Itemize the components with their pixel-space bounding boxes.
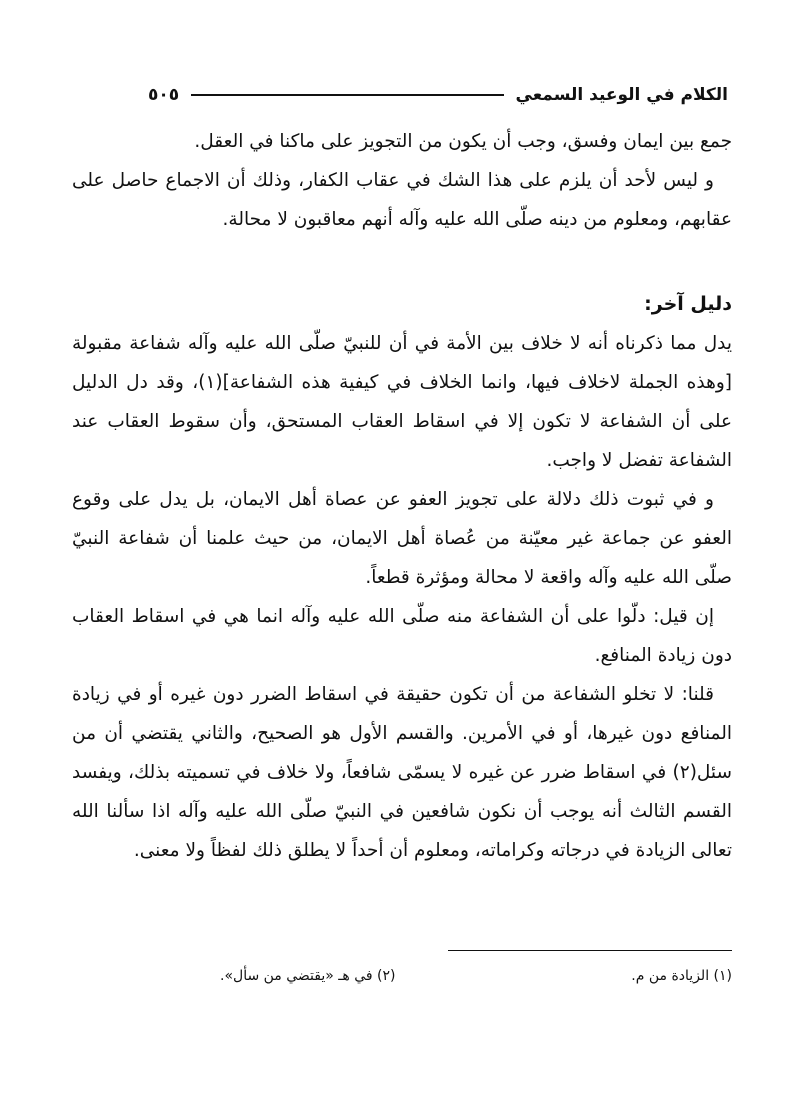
footnotes xyxy=(220,968,732,984)
running-head-title: الكلام في الوعيد السمعي xyxy=(515,85,728,105)
footnote-1: (١) الزيادة من م. xyxy=(631,968,732,984)
paragraph-4: و في ثبوت ذلك دلالة على تجويز العفو عن عصاة أهل الايمان، بل يدل على وقوع العفو عن جماعة غير معيّنة من عُصاة أهل الايمان، من حيث علمنا أن شفاعة النبيّ صلّى الله عليه وآله واقعة لا محالة ومؤثرة قطعاً. xyxy=(72,489,732,588)
footnote-2: (٢) في هـ «يقتضي من سأل». xyxy=(220,968,396,984)
page-number: ٥٠٥ xyxy=(148,85,180,105)
running-head xyxy=(148,80,728,110)
paragraph-1: جمع بين ايمان وفسق، وجب أن يكون من التجويز على ماكنا في العقل. xyxy=(194,131,732,152)
body-text xyxy=(72,122,732,870)
footnote-separator xyxy=(448,950,732,951)
paragraph-3: يدل مما ذكرناه أنه لا خلاف بين الأمة في أن للنبيّ صلّى الله عليه وآله شفاعة مقبولة [وهذه الجملة لاخلاف فيها، وانما الخلاف في كيفية هذه الشفاعة](١)، وقد دل الدليل على أن الشفاعة لا تكون إلا في اسقاط العقاب المستحق، وأن سقوط العقاب عند الشفاعة تفضل لا واجب. xyxy=(72,333,732,471)
section-heading: دليل آخر: xyxy=(644,293,732,315)
paragraph-6: قلنا: لا تخلو الشفاعة من أن تكون حقيقة في اسقاط الضرر دون غيره أو في زيادة المنافع دون غيرها، أو في الأمرين. والقسم الأول هو الصحيح، والثاني يقتضي أن من سئل(٢) في اسقاط ضرر عن غيره لا يسمّى شافعاً، ولا خلاف في تسميته بذلك، ويفسد القسم الثالث أنه يوجب أن نكون شافعين في النبيّ صلّى الله عليه وآله اذا سألنا الله تعالى الزيادة في درجاته وكراماته، ومعلوم أن أحداً لا يطلق ذلك لفظاً ولا معنى. xyxy=(72,684,732,861)
paragraph-2: و ليس لأحد أن يلزم على هذا الشك في عقاب الكفار، وذلك أن الاجماع حاصل على عقابهم، ومعلوم من دينه صلّى الله عليه وآله أنهم معاقبون لا محالة. xyxy=(72,170,732,230)
running-head-rule xyxy=(191,94,503,96)
paragraph-5: إن قيل: دلّوا على أن الشفاعة منه صلّى الله عليه وآله انما هي في اسقاط العقاب دون زيادة المنافع. xyxy=(72,606,732,666)
